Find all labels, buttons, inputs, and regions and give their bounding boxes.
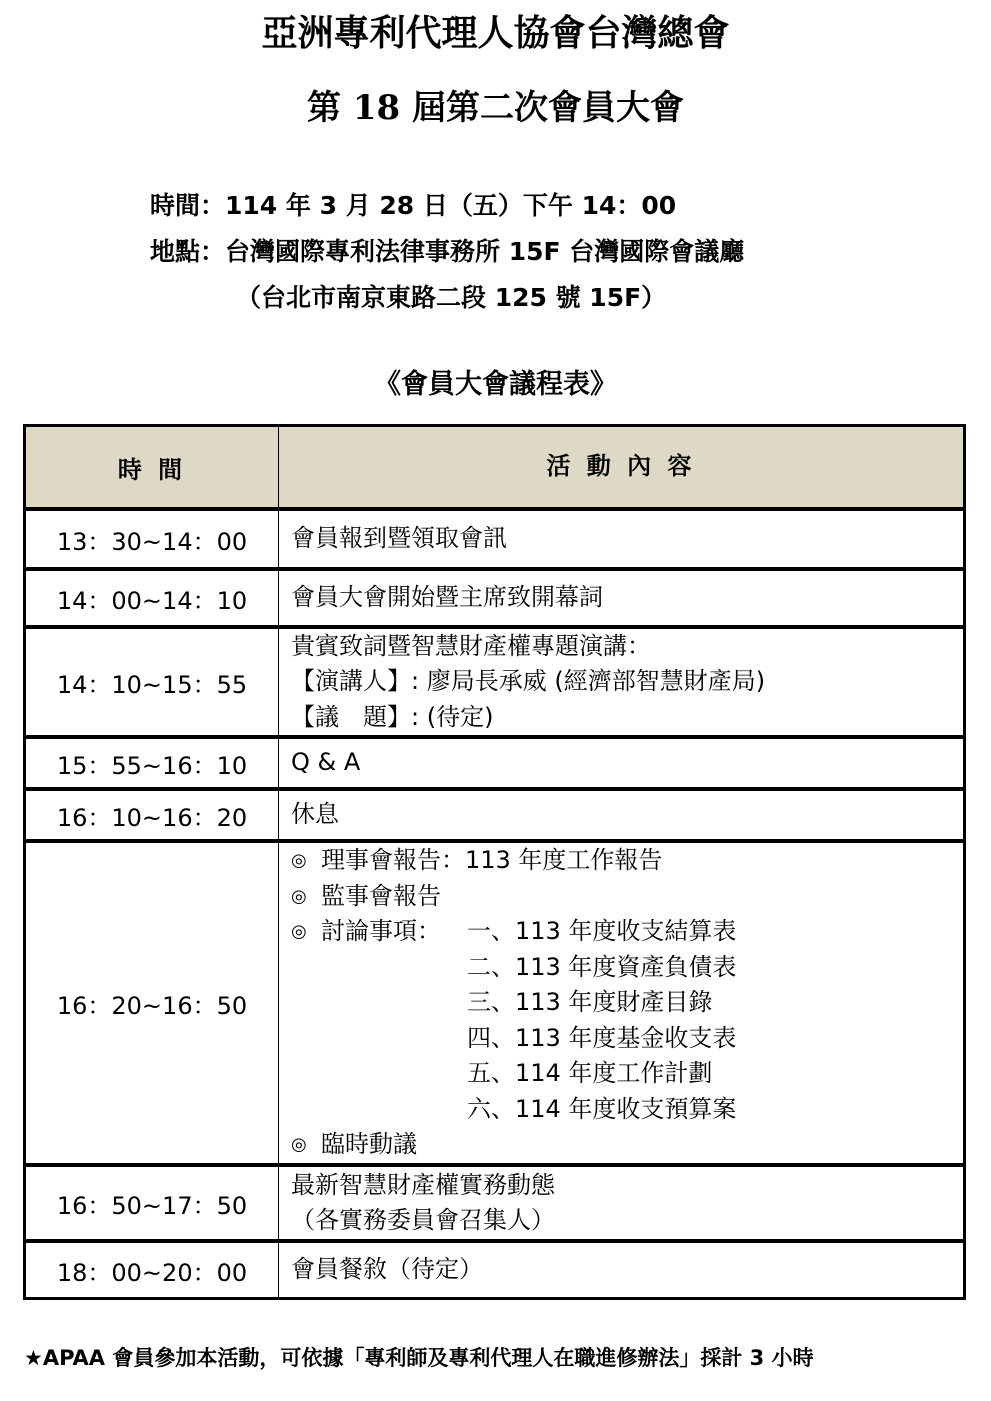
row-line: 會員報到暨領取會訊 xyxy=(291,524,507,553)
event-time: 時間：114 年 3 月 28 日（五）下午 14：00 xyxy=(150,191,677,220)
event-address: （台北市南京東路二段 125 號 15F） xyxy=(236,283,667,312)
row-time: 13：30~14：00 xyxy=(26,511,279,567)
bullet-icon: ◎ xyxy=(291,885,307,907)
table-row xyxy=(26,1239,963,1297)
row-line: 休息 xyxy=(291,800,339,829)
row-line: 貴賓致詞暨智慧財產權專題演講： xyxy=(291,631,651,660)
event-title-suffix: 屆第二次會員大會 xyxy=(412,88,684,128)
cpd-credit-note: ★APAA 會員參加本活動，可依據「專利師及專利代理人在職進修辦法」採計 3 小時 xyxy=(24,1346,814,1370)
row-content xyxy=(279,629,963,735)
header-time-cell: 時 間 xyxy=(26,427,279,507)
table-row xyxy=(26,625,963,735)
row-content xyxy=(279,739,963,787)
row-line: 會員大會開始暨主席致開幕詞 xyxy=(291,583,603,612)
sub-item: 三、113 年度財產目錄 xyxy=(467,988,713,1017)
bullet-icon: ◎ xyxy=(291,850,307,872)
sub-item: 四、113 年度基金收支表 xyxy=(467,1023,737,1052)
row-content xyxy=(279,511,963,567)
row-time: 14：00~14：10 xyxy=(26,571,279,625)
table-row xyxy=(26,1163,963,1239)
agenda-title: 《會員大會議程表》 xyxy=(374,369,617,400)
event-title xyxy=(0,86,991,130)
row-content xyxy=(279,791,963,839)
list-item: ◎ 討論事項： 一、113 年度收支結算表 xyxy=(291,914,963,950)
table-row xyxy=(26,787,963,839)
row-content xyxy=(279,1243,963,1297)
row-time: 16：10~16：20 xyxy=(26,791,279,839)
sub-item: 二、113 年度資產負債表 xyxy=(467,952,737,981)
row-line: Q & A xyxy=(291,748,361,777)
event-number: 18 xyxy=(352,88,401,128)
table-row xyxy=(26,507,963,567)
header-content-cell: 活 動 內 容 xyxy=(546,452,696,481)
table-header-row xyxy=(26,427,963,507)
row-time: 16：50~17：50 xyxy=(26,1167,279,1239)
list-item: ◎ 臨時動議 xyxy=(291,1127,963,1163)
row-time: 14：10~15：55 xyxy=(26,629,279,735)
event-title-prefix: 第 xyxy=(306,88,341,128)
row-line: 最新智慧財產權實務動態 xyxy=(291,1170,555,1199)
organization-title: 亞洲專利代理人協會台灣總會 xyxy=(261,13,730,54)
list-item: ◎ 理事會報告：113 年度工作報告 xyxy=(291,843,963,879)
row-line: 會員餐敘（待定） xyxy=(291,1255,483,1284)
list-item: ◎ 監事會報告 xyxy=(291,879,963,915)
sub-item: 一、113 年度收支結算表 xyxy=(467,917,737,946)
topic-line: 【議 題】: (待定) xyxy=(291,702,494,731)
sub-item-list xyxy=(291,950,963,1128)
bullet-icon: ◎ xyxy=(291,921,307,943)
table-row xyxy=(26,735,963,787)
row-content xyxy=(279,1167,963,1239)
bullet-icon: ◎ xyxy=(291,1134,307,1156)
row-time: 18：00~20：00 xyxy=(26,1243,279,1297)
table-row xyxy=(26,567,963,625)
row-line: （各實務委員會召集人） xyxy=(291,1206,555,1234)
row-time: 15：55~16：10 xyxy=(26,739,279,787)
agenda-table xyxy=(23,424,966,1300)
table-row xyxy=(26,839,963,1163)
row-content xyxy=(279,843,963,1163)
row-time: 16：20~16：50 xyxy=(26,843,279,1163)
row-content xyxy=(279,571,963,625)
event-venue: 地點：台灣國際專利法律事務所 15F 台灣國際會議廳 xyxy=(150,237,745,266)
sub-item: 六、114 年度收支預算案 xyxy=(467,1094,737,1123)
sub-item: 五、114 年度工作計劃 xyxy=(467,1059,713,1088)
speaker-line: 【演講人】: 廖局長承威 (經濟部智慧財產局) xyxy=(291,667,766,696)
